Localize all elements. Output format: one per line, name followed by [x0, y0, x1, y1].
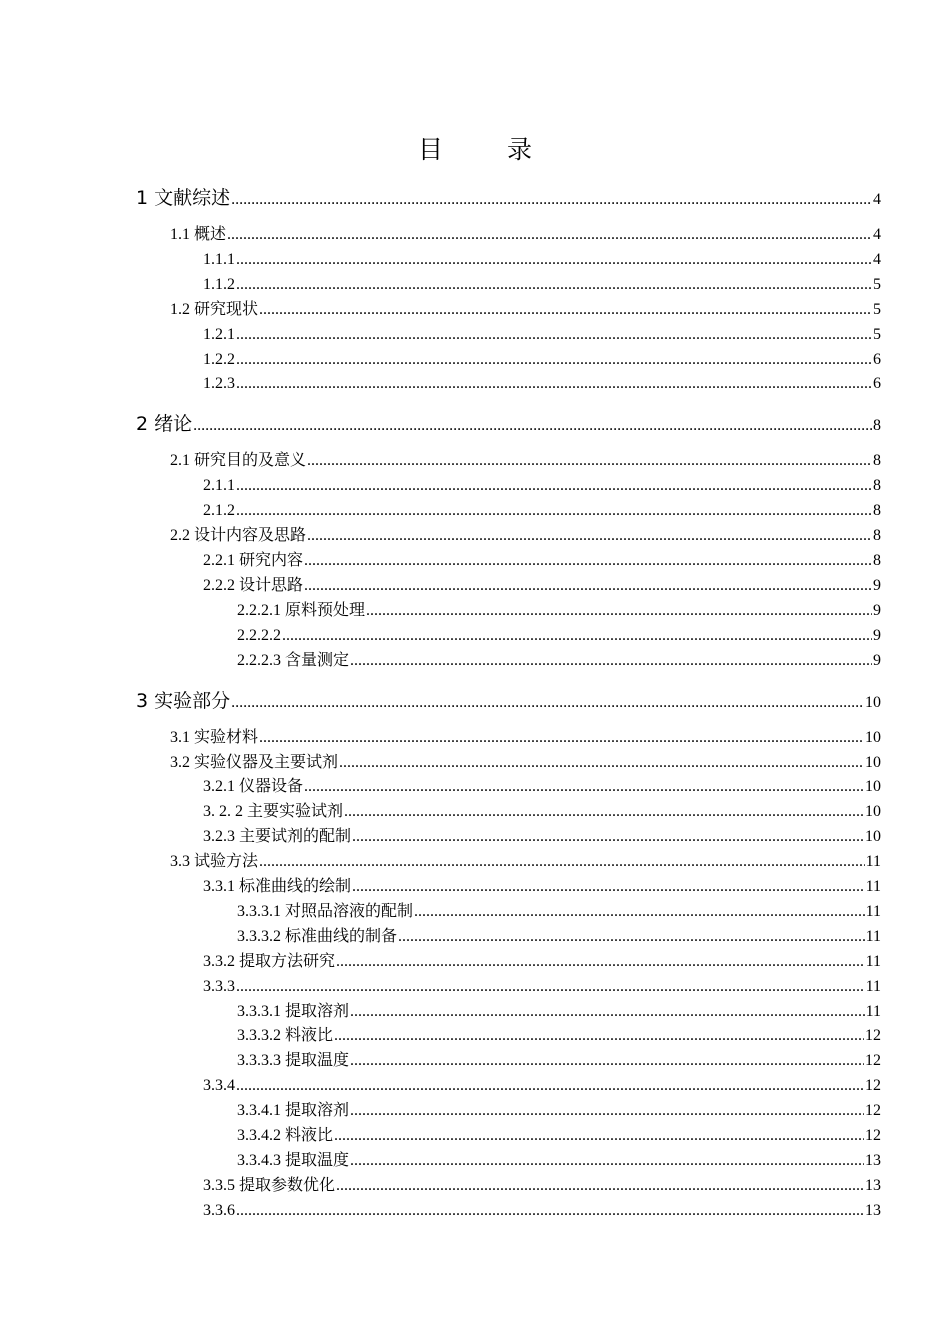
dot-leader: [398, 926, 865, 948]
dot-leader: [366, 600, 872, 622]
toc-entry-label: 1.2.1: [203, 325, 235, 343]
toc-page-number: 9: [873, 601, 881, 619]
toc-entry[interactable]: [170, 851, 881, 873]
toc-entry[interactable]: [203, 249, 881, 271]
dot-leader: [307, 525, 872, 547]
toc-entry[interactable]: [170, 299, 881, 321]
toc-entry-label: 3. 2. 2 主要实验试剂: [203, 803, 344, 821]
dot-leader: [236, 373, 872, 395]
toc-entry-label: 3 实验部分: [136, 689, 231, 712]
toc-entry[interactable]: [203, 976, 881, 998]
toc-entry-label: 3.3.3.1 提取溶剂: [237, 1002, 350, 1020]
toc-entry[interactable]: [203, 1175, 881, 1197]
toc-entry-label: 1.2.3: [203, 375, 235, 393]
toc-entry-label: 2.2 设计内容及思路: [170, 527, 307, 545]
dot-leader: [231, 187, 872, 213]
toc-entry[interactable]: [203, 500, 881, 522]
dot-leader: [334, 1125, 864, 1147]
toc-entry-label: 2.2.2 设计思路: [203, 576, 304, 594]
dot-leader: [259, 299, 872, 321]
toc-entry-label: 3.3.4.3 提取温度: [237, 1151, 350, 1169]
dot-leader: [307, 450, 872, 472]
toc-page-number: 4: [873, 250, 881, 268]
toc-entry-label: 3.2.3 主要试剂的配制: [203, 828, 352, 846]
toc-page-number: 8: [873, 452, 881, 470]
toc-entry[interactable]: [203, 876, 881, 898]
toc-page-number: 12: [865, 1052, 881, 1070]
toc-title: 目 录: [418, 135, 560, 164]
dot-leader: [259, 727, 864, 749]
toc-page-number: 10: [865, 693, 881, 711]
toc-entry[interactable]: [203, 550, 881, 572]
toc-page-number: 12: [865, 1077, 881, 1095]
toc-page-number: 8: [873, 527, 881, 545]
toc-entry-label: 1 文献综述: [136, 187, 231, 209]
dot-leader: [193, 413, 872, 439]
dot-leader: [350, 1050, 864, 1072]
dot-leader: [350, 1150, 864, 1172]
dot-leader: [352, 876, 865, 898]
toc-entry[interactable]: [203, 274, 881, 296]
dot-leader: [336, 951, 865, 973]
toc-entry-label: 3.1 实验材料: [170, 728, 259, 746]
toc-entry-label: 3.3.5 提取参数优化: [203, 1176, 336, 1194]
toc-page-number: 11: [865, 952, 881, 970]
toc-page-number: 12: [865, 1127, 881, 1144]
toc-page-number: 9: [873, 576, 881, 594]
toc-page-number: 5: [873, 300, 881, 318]
toc-page-number: 11: [865, 878, 881, 895]
toc-entry[interactable]: [170, 450, 881, 472]
toc-page-number: 11: [865, 1002, 881, 1020]
toc-entry[interactable]: [237, 1150, 881, 1172]
dot-leader: [236, 475, 872, 497]
toc-entry-label: 2.1.1: [203, 477, 235, 495]
toc-chapter-entry[interactable]: [136, 411, 881, 439]
toc-entry[interactable]: [237, 1125, 881, 1147]
toc-entry[interactable]: [170, 525, 881, 547]
toc-entry-label: 3.2 实验仪器及主要试剂: [170, 753, 339, 771]
dot-leader: [236, 349, 872, 371]
toc-entry[interactable]: [170, 224, 881, 246]
toc-entry-label: 3.3.4.2 料液比: [237, 1127, 334, 1144]
toc-entry[interactable]: [237, 650, 881, 672]
toc-page-number: 5: [873, 325, 881, 343]
toc-entry-label: 1.1 概述: [170, 226, 227, 243]
toc-page-number: 6: [873, 350, 881, 368]
dot-leader: [350, 1100, 864, 1122]
toc-page-number: 11: [865, 902, 881, 920]
toc-page-number: 10: [865, 828, 881, 846]
toc-chapter-entry[interactable]: [136, 185, 881, 213]
dot-leader: [236, 500, 872, 522]
toc-entry[interactable]: [203, 475, 881, 497]
dot-leader: [236, 1200, 864, 1222]
toc-entry[interactable]: [203, 1075, 881, 1097]
toc-entry[interactable]: [237, 926, 881, 948]
toc-page-number: 10: [865, 803, 881, 821]
toc-entry-label: 3.3.6: [203, 1201, 235, 1219]
toc-entry-label: 1.2.2: [203, 350, 235, 368]
toc-entry-label: 3.3.3.2 料液比: [237, 1027, 334, 1045]
toc-entry[interactable]: [237, 1001, 881, 1023]
toc-entry[interactable]: [237, 1025, 881, 1047]
toc-entry-label: 2.2.2.1 原料预处理: [237, 601, 366, 619]
toc-page-number: 6: [873, 375, 881, 393]
dot-leader: [334, 1025, 864, 1047]
dot-leader: [336, 1175, 864, 1197]
toc-entry-label: 3.3.3.3 提取温度: [237, 1052, 350, 1070]
dot-leader: [236, 976, 865, 998]
toc-entry-label: 3.3 试验方法: [170, 853, 259, 871]
toc-entry[interactable]: [170, 752, 881, 774]
dot-leader: [236, 274, 872, 296]
toc-entry-label: 2.1 研究目的及意义: [170, 452, 307, 470]
toc-page-number: 12: [865, 1102, 881, 1120]
dot-leader: [350, 1001, 865, 1023]
toc-entry-label: 2.2.2.2: [237, 626, 281, 644]
toc-entry-label: 1.1.2: [203, 275, 235, 293]
toc-entry-label: 3.3.3.2 标准曲线的制备: [237, 927, 398, 945]
toc-page-number: 11: [865, 927, 881, 945]
toc-entry-label: 2.2.1 研究内容: [203, 552, 304, 569]
toc-page-number: 8: [873, 477, 881, 495]
dot-leader: [231, 690, 864, 716]
toc-page-number: 9: [873, 626, 881, 644]
dot-leader: [350, 650, 872, 672]
dot-leader: [344, 801, 864, 823]
toc-entry[interactable]: [237, 625, 881, 647]
toc-entry-label: 1.1.1: [203, 250, 235, 268]
toc-entry-label: 1.2 研究现状: [170, 300, 259, 318]
toc-page-number: 4: [873, 191, 881, 208]
dot-leader: [352, 826, 864, 848]
toc-entry-label: 3.3.4: [203, 1077, 235, 1095]
toc-entry-label: 3.3.1 标准曲线的绘制: [203, 878, 352, 895]
toc-entry-label: 3.3.3.1 对照品溶液的配制: [237, 902, 414, 920]
dot-leader: [304, 575, 872, 597]
toc-entry-label: 3.3.4.1 提取溶剂: [237, 1102, 350, 1120]
toc-page-number: 4: [873, 226, 881, 243]
toc-entry[interactable]: [170, 727, 881, 749]
toc-entry[interactable]: [203, 801, 881, 823]
dot-leader: [236, 324, 872, 346]
toc-entry[interactable]: [237, 1100, 881, 1122]
toc-chapter-entry[interactable]: [136, 688, 881, 716]
toc-page-number: 8: [873, 502, 881, 520]
toc-entry[interactable]: [237, 901, 881, 923]
toc-entry-label: 2 绪论: [136, 413, 193, 436]
toc-page-number: 8: [873, 552, 881, 569]
toc-page-number: 13: [865, 1151, 881, 1169]
toc-entry-label: 2.2.2.3 含量测定: [237, 651, 350, 669]
toc-page-number: 13: [865, 1201, 881, 1219]
toc-entry-label: 2.1.2: [203, 502, 235, 520]
toc-entry[interactable]: [203, 951, 881, 973]
dot-leader: [339, 752, 864, 774]
toc-entry[interactable]: [237, 1050, 881, 1072]
toc-entry-label: 3.2.1 仪器设备: [203, 778, 304, 796]
toc-entry[interactable]: [203, 349, 881, 371]
toc-page-number: 9: [873, 651, 881, 669]
toc-page-number: 11: [865, 853, 881, 871]
toc-entry[interactable]: [237, 600, 881, 622]
dot-leader: [227, 224, 872, 246]
toc-entry[interactable]: [203, 1200, 881, 1222]
toc-page-number: 10: [865, 778, 881, 796]
toc-entry-label: 3.3.3: [203, 977, 235, 995]
toc-entry[interactable]: [203, 776, 881, 798]
toc-entry[interactable]: [203, 575, 881, 597]
toc-page-number: 12: [865, 1027, 881, 1045]
dot-leader: [414, 901, 865, 923]
toc-page-number: 11: [865, 977, 881, 995]
toc-page-number: 10: [865, 728, 881, 746]
dot-leader: [236, 1075, 864, 1097]
toc-entry[interactable]: [203, 324, 881, 346]
toc-entry[interactable]: [203, 373, 881, 395]
dot-leader: [236, 249, 872, 271]
dot-leader: [259, 851, 865, 873]
dot-leader: [304, 776, 864, 798]
toc-page-number: 10: [865, 753, 881, 771]
toc-entry-label: 3.3.2 提取方法研究: [203, 952, 336, 970]
toc-page-number: 13: [865, 1176, 881, 1194]
toc-page-number: 8: [873, 417, 881, 435]
toc-entry[interactable]: [203, 826, 881, 848]
toc-page-number: 5: [873, 275, 881, 293]
dot-leader: [282, 625, 872, 647]
dot-leader: [304, 550, 872, 572]
